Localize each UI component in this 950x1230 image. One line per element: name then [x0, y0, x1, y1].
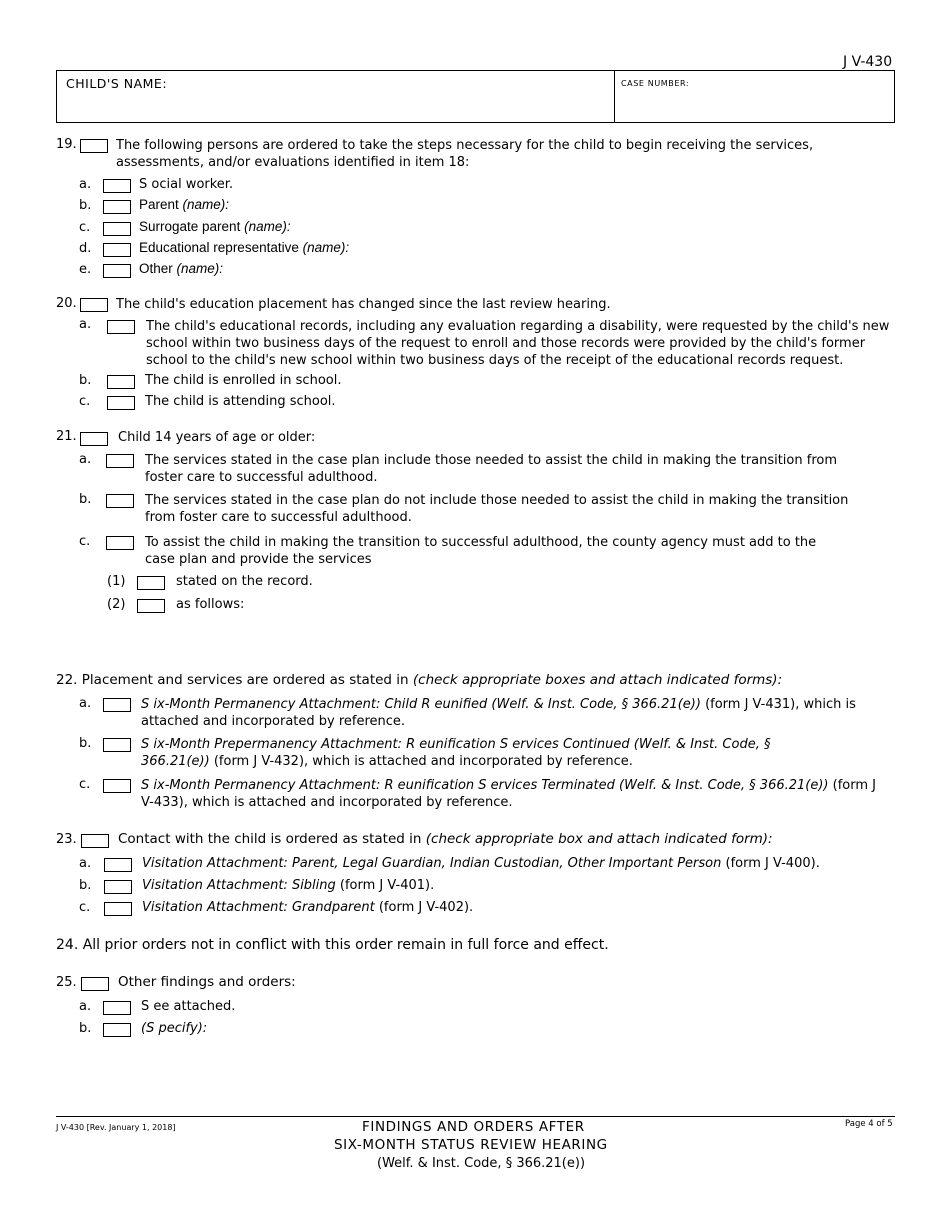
item-21c2-checkbox[interactable] [137, 599, 165, 613]
item-19b-letter: b. [79, 198, 92, 213]
item-19e-label: Other (name): [139, 261, 224, 276]
item-23b-letter: b. [79, 878, 92, 893]
item-23c-text: Visitation Attachment: Grandparent (form J V-402). [142, 900, 474, 915]
item-20b-text: The child is enrolled in school. [145, 373, 342, 388]
item-21b-checkbox[interactable] [106, 494, 134, 508]
item-20a-checkbox[interactable] [107, 320, 135, 334]
item-20a-letter: a. [79, 317, 92, 332]
item-19d-letter: d. [79, 241, 92, 256]
item-23c-checkbox[interactable] [104, 902, 132, 916]
item-23-number: 23. [56, 832, 77, 847]
footer-title-line1: FINDINGS AND ORDERS AFTER [362, 1119, 585, 1135]
item-21c-text: To assist the child in making the transition to successful adulthood, the county agency must add to the case plan and provide the services [145, 535, 817, 567]
item-21-number: 21. [56, 429, 77, 444]
item-23b-text: Visitation Attachment: Sibling (form J V-401). [142, 878, 435, 893]
item-19-checkbox[interactable] [80, 139, 108, 153]
item-22-text: 22. Placement and services are ordered as stated in (check appropriate boxes and attach indicated forms): [56, 672, 783, 688]
item-19e-checkbox[interactable] [103, 264, 131, 278]
header-divider [614, 70, 615, 123]
item-20b-checkbox[interactable] [107, 375, 135, 389]
item-25b-letter: b. [79, 1021, 92, 1036]
item-19c-label: Surrogate parent (name): [139, 219, 291, 234]
item-20-text: The child's education placement has changed since the last review hearing. [116, 297, 611, 312]
footer-page-number: Page 4 of 5 [845, 1119, 893, 1129]
item-19b-label: Parent (name): [139, 197, 230, 212]
item-21a-checkbox[interactable] [106, 454, 134, 468]
item-19e-letter: e. [79, 262, 92, 277]
item-21a-text: The services stated in the case plan include those needed to assist the child in making the transition from foster care to successful adulthood. [145, 453, 837, 485]
item-21c-checkbox[interactable] [106, 536, 134, 550]
child-name-label: CHILD'S NAME: [66, 76, 168, 91]
footer-revision: J V-430 [Rev. January 1, 2018] [56, 1123, 176, 1132]
item-19b-checkbox[interactable] [103, 200, 131, 214]
item-24-text: 24. All prior orders not in conflict with this order remain in full force and effect. [56, 937, 609, 953]
footer-rule [56, 1116, 895, 1117]
item-19-text: The following persons are ordered to take the steps necessary for the child to begin receiving the services, assessments, and/or evaluations identified in item 18: [116, 138, 814, 170]
item-23b-checkbox[interactable] [104, 880, 132, 894]
item-22a-checkbox[interactable] [103, 698, 131, 712]
item-25b-text: (S pecify): [141, 1021, 208, 1036]
item-21-checkbox[interactable] [80, 432, 108, 446]
item-25b-checkbox[interactable] [103, 1023, 131, 1037]
item-25-number: 25. [56, 975, 77, 990]
item-22b-text: S ix-Month Prepermanency Attachment: R eunification S ervices Continued (Welf. & Inst. Code, § 366.21(e)) (form J V-432), which is attached and incorporated by reference. [141, 737, 771, 769]
item-21b-letter: b. [79, 492, 92, 507]
item-22b-letter: b. [79, 736, 92, 751]
item-19d-label: Educational representative (name): [139, 240, 350, 255]
item-20a-text: The child's educational records, including any evaluation regarding a disability, were requested by the child's new school within two business days of the request to enroll and those records were provided by the child's former school to the child's new school within two business days of the receipt of the educational records request. [146, 319, 890, 368]
item-22a-text: S ix-Month Permanency Attachment: Child R eunified (Welf. & Inst. Code, § 366.21(e)) (form J V-431), which is attached and incorporated by reference. [141, 697, 856, 729]
item-21c-letter: c. [79, 534, 91, 549]
item-21b-text: The services stated in the case plan do not include those needed to assist the child in making the transition from foster care to successful adulthood. [145, 493, 849, 525]
case-number-label: CASE NUMBER: [621, 79, 690, 88]
item-20c-text: The child is attending school. [145, 394, 336, 409]
item-21a-letter: a. [79, 452, 92, 467]
item-25a-checkbox[interactable] [103, 1001, 131, 1015]
item-19a-checkbox[interactable] [103, 179, 131, 193]
item-22c-letter: c. [79, 777, 91, 792]
item-22b-checkbox[interactable] [103, 738, 131, 752]
item-25-checkbox[interactable] [81, 977, 109, 991]
item-20b-letter: b. [79, 373, 92, 388]
item-21c2-text: as follows: [176, 597, 245, 612]
item-20-number: 20. [56, 296, 77, 311]
item-23-checkbox[interactable] [81, 834, 109, 848]
item-23a-text: Visitation Attachment: Parent, Legal Guardian, Indian Custodian, Other Important Person (form J V-400). [142, 856, 820, 871]
item-21c1-checkbox[interactable] [137, 576, 165, 590]
item-19c-letter: c. [79, 220, 91, 235]
item-21c1-number: (1) [107, 574, 126, 589]
item-19a-letter: a. [79, 177, 92, 192]
item-19d-checkbox[interactable] [103, 243, 131, 257]
item-22c-text: S ix-Month Permanency Attachment: R eunification S ervices Terminated (Welf. & Inst. Code, § 366.21(e)) (form J V-433), which is attached and incorporated by reference. [141, 778, 876, 810]
item-25a-text: S ee attached. [141, 999, 236, 1014]
item-21c1-text: stated on the record. [176, 574, 313, 589]
item-25-text: Other findings and orders: [118, 974, 296, 990]
footer-title-line2: SIX-MONTH STATUS REVIEW HEARING [334, 1137, 608, 1153]
item-20c-letter: c. [79, 394, 91, 409]
header-box [56, 70, 895, 123]
form-number: J V-430 [843, 54, 893, 70]
item-22c-checkbox[interactable] [103, 779, 131, 793]
item-23a-letter: a. [79, 856, 92, 871]
item-20-checkbox[interactable] [80, 298, 108, 312]
footer-title-line3: (Welf. & Inst. Code, § 366.21(e)) [377, 1156, 586, 1171]
item-23a-checkbox[interactable] [104, 858, 132, 872]
item-19-number: 19. [56, 137, 77, 152]
item-22a-letter: a. [79, 696, 92, 711]
item-25a-letter: a. [79, 999, 92, 1014]
item-21c2-number: (2) [107, 597, 126, 612]
item-20c-checkbox[interactable] [107, 396, 135, 410]
item-19c-checkbox[interactable] [103, 222, 131, 236]
item-23-text: Contact with the child is ordered as stated in (check appropriate box and attach indicated form): [118, 831, 773, 847]
item-23c-letter: c. [79, 900, 91, 915]
item-21-text: Child 14 years of age or older: [118, 430, 316, 445]
item-19a-label: S ocial worker. [139, 177, 234, 192]
